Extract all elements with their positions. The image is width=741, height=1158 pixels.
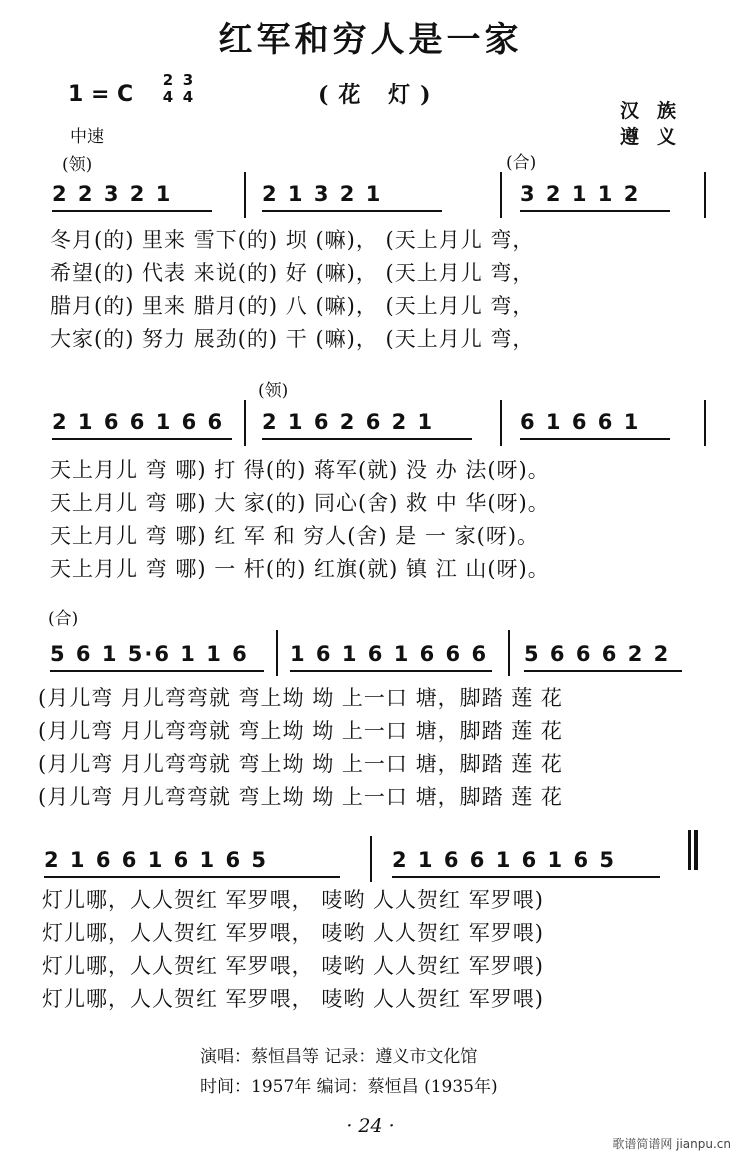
barline [276,630,278,676]
lyric-s1-v4: 大家(的) 努力 展劲(的) 干 (嘛)， (天上月儿 弯， [50,327,535,351]
barline [244,400,246,446]
lyric-s4-v1: 灯儿哪，人人贺红 军罗喂， 唛哟 人人贺红 军罗喂) [42,888,544,912]
barline [508,630,510,676]
beam [520,210,670,212]
beam [52,210,212,212]
meter-b-top: 3 [182,71,194,89]
notes-s2-m3: 6 1 6 6 1 [520,410,641,434]
song-title: 红军和穷人是一家 [218,20,523,60]
lyric-s2-v4: 天上月儿 弯 哪) 一 杆(的) 红旗(就) 镇 江 山(呀)。 [50,557,550,581]
lyric-s3-v4: (月儿弯 月儿弯弯就 弯上坳 坳 上一口 塘，脚踏 莲 花 [38,785,563,809]
notes-s1-m1: 2 2 3 2 1 [52,182,173,206]
barline [704,172,706,218]
notes-s4-m2: 2 1 6 6 1 6 1 6 5 [392,848,616,872]
lyric-s3-v2: (月儿弯 月儿弯弯就 弯上坳 坳 上一口 塘，脚踏 莲 花 [38,719,563,743]
lyric-s3-v1: (月儿弯 月儿弯弯就 弯上坳 坳 上一口 塘，脚踏 莲 花 [38,686,563,710]
lyric-s2-v3: 天上月儿 弯 哪) 红 军 和 穷人(舍) 是 一 家(呀)。 [50,524,540,548]
time-signature [158,72,198,106]
notes-s1-m3: 3 2 1 1 2 [520,182,641,206]
notes-s2-m2: 2 1 6 2 6 2 1 [262,410,435,434]
lyric-s4-v3: 灯儿哪，人人贺红 军罗喂， 唛哟 人人贺红 军罗喂) [42,954,544,978]
lead-mark-2: (领) [258,381,289,401]
beam [262,438,472,440]
key-signature: 1 = C [68,82,134,107]
beam [524,670,682,672]
barline [704,400,706,446]
lyric-s2-v2: 天上月儿 弯 哪) 大 家(的) 同心(舍) 救 中 华(呀)。 [50,491,550,515]
lead-mark: (领) [62,155,93,175]
beam [262,210,442,212]
barline [688,830,691,870]
meter-a-bottom: 4 [162,88,174,106]
beam [50,670,264,672]
credits-date: 时间：1957年 编词：蔡恒昌 (1935年) [200,1077,498,1097]
barline [244,172,246,218]
page-number: · 24 · [346,1115,395,1137]
meter-b-bottom: 4 [182,88,194,106]
credits-performer: 演唱：蔡恒昌等 记录：遵义市文化馆 [200,1047,478,1067]
beam [44,876,340,878]
lyric-s1-v3: 腊月(的) 里来 腊月(的) 八 (嘛)， (天上月儿 弯， [50,294,535,318]
tempo-marking: 中速 [70,127,104,147]
lyric-s4-v2: 灯儿哪，人人贺红 军罗喂， 唛哟 人人贺红 军罗喂) [42,921,544,945]
origin-place: 遵义 [620,126,695,148]
barline [500,400,502,446]
final-barline [694,830,698,870]
lyric-s1-v2: 希望(的) 代表 来说(的) 好 (嘛)， (天上月儿 弯， [50,261,535,285]
lyric-s1-v1: 冬月(的) 里来 雪下(的) 坝 (嘛)， (天上月儿 弯， [50,228,535,252]
lyric-s2-v1: 天上月儿 弯 哪) 打 得(的) 蒋军(就) 没 办 法(呀)。 [50,458,550,482]
notes-s3-m2: 1 6 1 6 1 6 6 6 [290,642,489,666]
lyric-s4-v4: 灯儿哪，人人贺红 军罗喂， 唛哟 人人贺红 军罗喂) [42,987,544,1011]
beam [520,438,670,440]
notes-s3-m1: 5 6 1 5·6 1 1 6 [50,642,249,666]
notes-s3-m3: 5 6 6 6 2 2 [524,642,671,666]
beam [290,670,492,672]
beam [392,876,660,878]
barline [500,172,502,218]
notes-s2-m1: 2 1 6 6 1 6 6 [52,410,225,434]
lyric-s3-v3: (月儿弯 月儿弯弯就 弯上坳 坳 上一口 塘，脚踏 莲 花 [38,752,563,776]
notes-s1-m2: 2 1 3 2 1 [262,182,383,206]
watermark: 歌谱简谱网 jianpu.cn [612,1137,731,1151]
origin-ethnic: 汉族 [620,100,695,122]
barline [370,836,372,882]
song-style: (花 灯) [318,82,441,108]
meter-a-top: 2 [162,71,174,89]
notes-s4-m1: 2 1 6 6 1 6 1 6 5 [44,848,268,872]
chorus-mark: (合) [506,153,537,173]
beam [52,438,232,440]
chorus-mark-2: (合) [48,609,79,629]
